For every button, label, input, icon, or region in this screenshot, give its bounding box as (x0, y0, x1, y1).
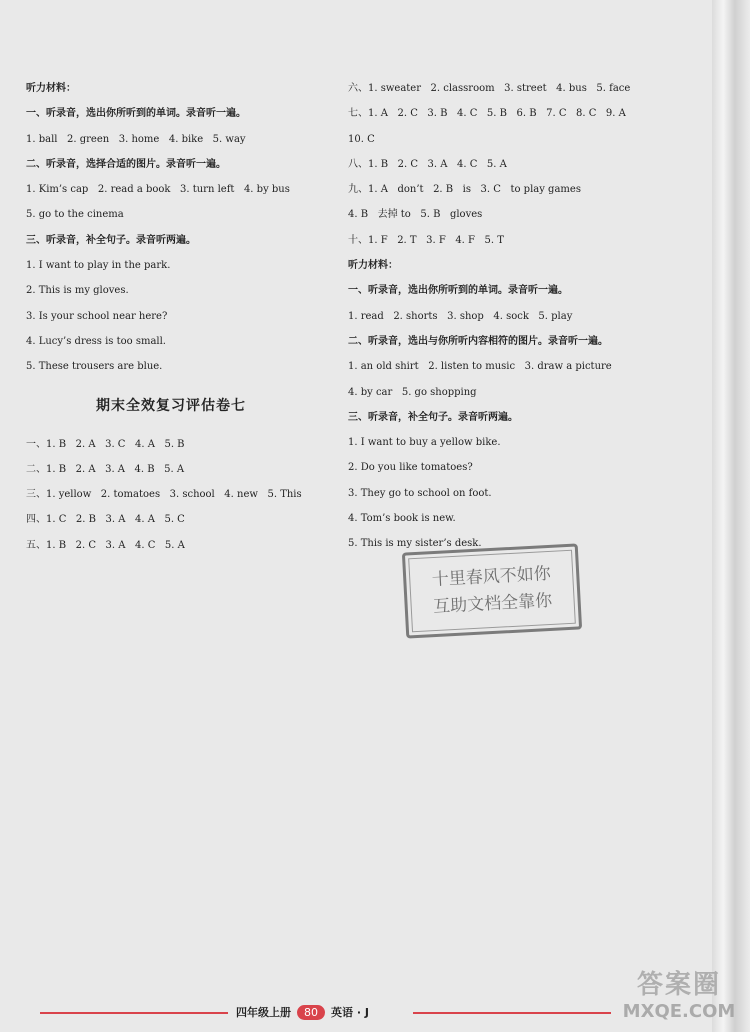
answer-line: 3. Is your school near here? (26, 310, 168, 322)
page-number: 80 (297, 1005, 325, 1020)
footer-subject: 英语 · J (331, 1006, 369, 1019)
answer-line: 1. I want to play in the park. (26, 260, 171, 272)
answer-line: 2. Do you like tomatoes? (348, 462, 473, 474)
right-column (348, 76, 678, 557)
footer-rule-right (413, 1012, 611, 1014)
section-heading: 二、听录音，选择合适的图片。录音听一遍。 (26, 158, 226, 170)
stamp-line-1: 十里春风不如你 (431, 563, 552, 591)
page-footer (236, 1001, 369, 1023)
section-heading: 听力材料： (26, 83, 76, 94)
answer-line: 四、1. C 2. B 3. A 4. A 5. C (26, 514, 185, 526)
answer-line: 一、1. B 2. A 3. C 4. A 5. B (26, 438, 185, 450)
answer-line: 三、1. yellow 2. tomatoes 3. school 4. new 5. This (26, 489, 302, 501)
answer-line: 十、1. F 2. T 3. F 4. F 5. T (348, 234, 504, 246)
answer-line: 八、1. B 2. C 3. A 4. C 5. A (348, 158, 507, 170)
answer-line: 5. This is my sister’s desk. (348, 538, 482, 550)
answer-line: 1. ball 2. green 3. home 4. bike 5. way (26, 133, 246, 145)
answer-line: 1. I want to buy a yellow bike. (348, 437, 501, 449)
answer-line: 1. an old shirt 2. listen to music 3. draw a picture (348, 361, 612, 373)
watermark-logo: 答案圈 (636, 970, 721, 1000)
answer-line: 二、1. B 2. A 3. A 4. B 5. A (26, 463, 185, 475)
answer-line: 五、1. B 2. C 3. A 4. C 5. A (26, 539, 185, 551)
footer-rule-left (40, 1012, 228, 1014)
watermark-url: MXQE.COM (622, 1001, 736, 1022)
section-heading: 三、听录音，补全句子。录音听两遍。 (26, 234, 196, 246)
answer-line: 3. They go to school on foot. (348, 487, 492, 499)
left-answer-block-2 (26, 432, 316, 558)
section-heading: 一、听录音，选出你所听到的单词。录音听一遍。 (348, 285, 568, 297)
site-watermark (614, 968, 744, 1028)
answer-line: 1. read 2. shorts 3. shop 4. sock 5. play (348, 310, 573, 322)
answer-line: 七、1. A 2. C 3. B 4. C 5. B 6. B 7. C 8. C 9. A (348, 108, 626, 120)
left-answer-block (26, 76, 316, 380)
answer-line: 4. Lucy’s dress is too small. (26, 335, 166, 347)
answer-line: 10. C (348, 133, 375, 145)
right-answer-block (348, 76, 678, 557)
section-heading: 三、听录音，补全句子。录音听两遍。 (348, 411, 518, 423)
answer-line: 九、1. A don’t 2. B is 3. C to play games (348, 184, 581, 196)
answer-line: 5. go to the cinema (26, 209, 124, 221)
answer-line: 六、1. sweater 2. classroom 3. street 4. bus 5. face (348, 83, 631, 94)
section-heading: 二、听录音，选出与你所听内容相符的图片。录音听一遍。 (348, 335, 608, 347)
section-heading: 听力材料： (348, 260, 398, 272)
footer-grade: 四年级上册 (236, 1006, 291, 1019)
section-title: 期末全效复习评估卷七 (96, 397, 246, 414)
section-heading: 一、听录音，选出你所听到的单词。录音听一遍。 (26, 108, 246, 120)
seal-stamp (402, 543, 582, 638)
answer-line: 4. B 去掉 to 5. B gloves (348, 209, 483, 221)
answer-line: 4. Tom’s book is new. (348, 513, 456, 525)
page-edge (712, 0, 750, 1032)
answer-line: 1. Kim’s cap 2. read a book 3. turn left 4. by bus (26, 184, 290, 196)
answer-line: 2. This is my gloves. (26, 285, 129, 297)
left-column (26, 76, 316, 558)
stamp-line-2: 互助文档全靠你 (432, 590, 553, 618)
answer-line: 4. by car 5. go shopping (348, 386, 477, 398)
answer-line: 5. These trousers are blue. (26, 361, 163, 373)
